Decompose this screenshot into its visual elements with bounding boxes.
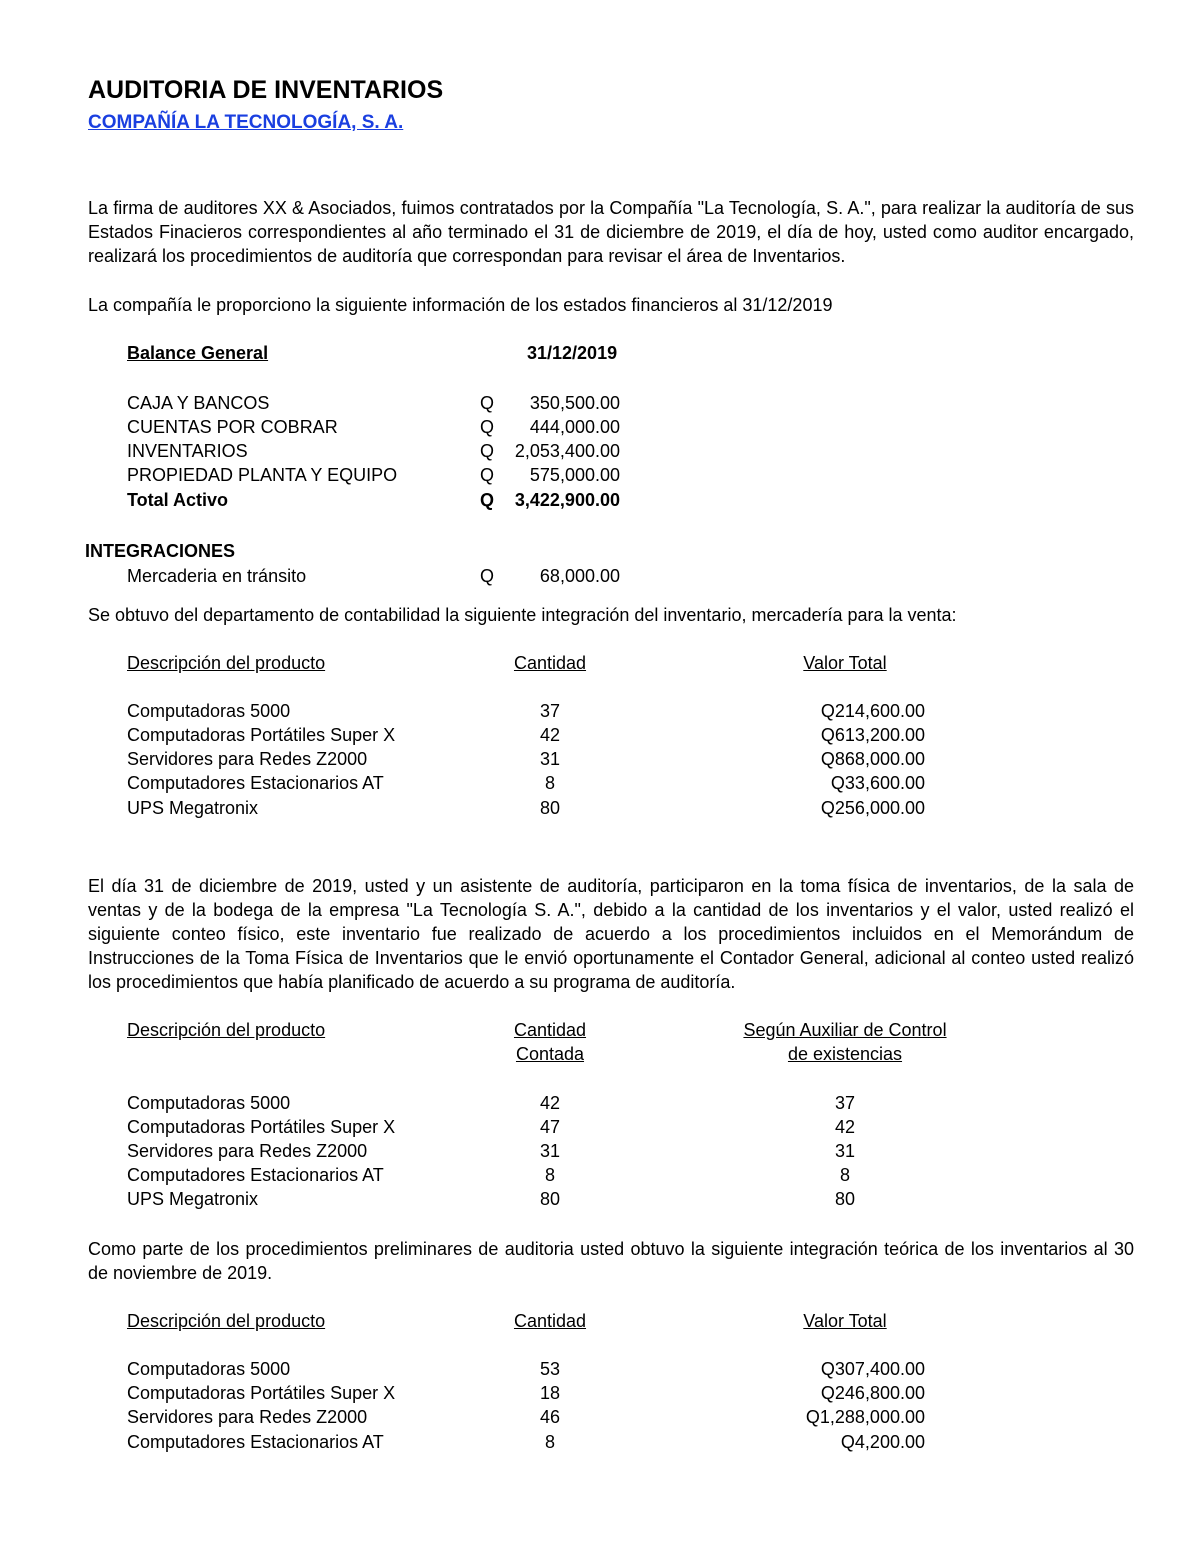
table-cell-description: Servidores para Redes Z2000 <box>127 749 368 769</box>
table-cell-auxiliar: 8 <box>839 1165 850 1185</box>
balance-row-amount: 575,000.00 <box>529 465 620 485</box>
page-title: AUDITORIA DE INVENTARIOS <box>88 76 444 104</box>
table-cell-counted: 31 <box>539 1141 561 1161</box>
table-cell-value: Q256,000.00 <box>820 798 925 818</box>
table-cell-description: Computadoras Portátiles Super X <box>127 1117 396 1137</box>
balance-total-currency: Q <box>480 490 495 510</box>
table-header-description: Descripción del producto <box>127 1311 326 1331</box>
balance-row-label: CAJA Y BANCOS <box>127 393 270 413</box>
balance-row-currency: Q <box>480 417 495 437</box>
table-cell-quantity: 46 <box>539 1407 561 1427</box>
balance-row-currency: Q <box>480 465 495 485</box>
table-cell-quantity: 80 <box>539 798 561 818</box>
table-header-auxiliar-sub: de existencias <box>787 1044 903 1064</box>
balance-row-label: INVENTARIOS <box>127 441 248 461</box>
balance-row-amount: 444,000.00 <box>529 417 620 437</box>
table-header-auxiliar: Según Auxiliar de Control <box>743 1020 947 1040</box>
table-cell-quantity: 18 <box>539 1383 561 1403</box>
table-cell-description: Computadores Estacionarios AT <box>127 1165 384 1185</box>
table-cell-quantity: 37 <box>539 701 561 721</box>
table-cell-counted: 47 <box>539 1117 561 1137</box>
table-cell-value: Q214,600.00 <box>820 701 925 721</box>
table-cell-description: UPS Megatronix <box>127 1189 259 1209</box>
balance-row-currency: Q <box>480 393 495 413</box>
table-cell-description: UPS Megatronix <box>127 798 259 818</box>
table-cell-value: Q4,200.00 <box>840 1432 925 1452</box>
table-cell-value: Q1,288,000.00 <box>805 1407 925 1427</box>
balance-row-amount: 350,500.00 <box>529 393 620 413</box>
table-header-quantity-sub: Contada <box>515 1044 585 1064</box>
table-cell-value: Q868,000.00 <box>820 749 925 769</box>
table-cell-value: Q307,400.00 <box>820 1359 925 1379</box>
table-cell-description: Computadores Estacionarios AT <box>127 773 384 793</box>
table-header-description: Descripción del producto <box>127 653 326 673</box>
table-header-quantity: Cantidad <box>513 1020 587 1040</box>
table-cell-value: Q613,200.00 <box>820 725 925 745</box>
table-header-quantity: Cantidad <box>513 1311 587 1331</box>
table-cell-auxiliar: 31 <box>834 1141 856 1161</box>
table-cell-description: Computadoras Portátiles Super X <box>127 725 396 745</box>
table-cell-quantity: 8 <box>544 1432 555 1452</box>
table-cell-auxiliar: 37 <box>834 1093 856 1113</box>
table-cell-counted: 80 <box>539 1189 561 1209</box>
table-cell-description: Computadoras 5000 <box>127 1093 291 1113</box>
table-cell-value: Q33,600.00 <box>830 773 925 793</box>
table-cell-description: Computadoras 5000 <box>127 701 291 721</box>
table-header-value: Valor Total <box>803 653 887 673</box>
table-cell-counted: 42 <box>539 1093 561 1113</box>
balance-row-label: PROPIEDAD PLANTA Y EQUIPO <box>127 465 398 485</box>
table-cell-description: Computadores Estacionarios AT <box>127 1432 384 1452</box>
company-link[interactable]: COMPAÑÍA LA TECNOLOGÍA, S. A. <box>88 112 404 133</box>
table-header-value: Valor Total <box>803 1311 887 1331</box>
table-cell-auxiliar: 42 <box>834 1117 856 1137</box>
table-cell-quantity: 31 <box>539 749 561 769</box>
section3-intro: Como parte de los procedimientos preliminares de auditoria usted obtuvo la siguiente integración teórica de los inventarios al 30 de noviembre de 2019. <box>88 1239 1134 1283</box>
table-cell-counted: 8 <box>544 1165 555 1185</box>
table-cell-description: Computadoras Portátiles Super X <box>127 1383 396 1403</box>
balance-row-label: CUENTAS POR COBRAR <box>127 417 338 437</box>
table-cell-quantity: 8 <box>544 773 555 793</box>
balance-date: 31/12/2019 <box>527 343 618 363</box>
balance-total-label: Total Activo <box>127 490 229 510</box>
section2-intro: El día 31 de diciembre de 2019, usted y un asistente de auditoría, participaron en la toma física de inventarios, de la sala de ventas y de la bodega de la empresa "La Tecnología S. A.", debido a la cantidad de los inventarios y el valor, usted realizó el siguiente conteo físico, este inventario fue realizado de acuerdo a los procedimientos incluidos en el Memorándum de Instrucciones de la Toma Física de Inventarios que le envió oportunamente el Contador General, adicional al conteo usted realizó los procedimientos que había planificado de acuerdo a su programa de auditoría. <box>88 876 1134 992</box>
info-line: La compañía le proporciono la siguiente información de los estados financieros al 31/12/2019 <box>88 295 833 315</box>
integraciones-amount: 68,000.00 <box>539 566 620 586</box>
table-header-quantity: Cantidad <box>513 653 587 673</box>
integraciones-currency: Q <box>480 566 495 586</box>
table-cell-description: Servidores para Redes Z2000 <box>127 1141 368 1161</box>
table-cell-value: Q246,800.00 <box>820 1383 925 1403</box>
integraciones-header: INTEGRACIONES <box>85 541 236 561</box>
table-header-description: Descripción del producto <box>127 1020 326 1040</box>
table-cell-description: Computadoras 5000 <box>127 1359 291 1379</box>
table-cell-auxiliar: 80 <box>834 1189 856 1209</box>
intro-paragraph: La firma de auditores XX & Asociados, fuimos contratados por la Compañía "La Tecnología, S. A.", para realizar la auditoría de sus Estados Finacieros correspondientes al año terminado el 31 de diciembre de 2019, el día de hoy, usted como auditor encargado, realizará los procedimientos de auditoría que correspondan para revisar el área de Inventarios. <box>88 198 1134 266</box>
balance-row-amount: 2,053,400.00 <box>514 441 620 461</box>
table-cell-description: Servidores para Redes Z2000 <box>127 1407 368 1427</box>
balance-total-amount: 3,422,900.00 <box>514 490 620 510</box>
table-cell-quantity: 42 <box>539 725 561 745</box>
section1-intro: Se obtuvo del departamento de contabilidad la siguiente integración del inventario, mercadería para la venta: <box>88 605 957 625</box>
balance-row-currency: Q <box>480 441 495 461</box>
integraciones-label: Mercaderia en tránsito <box>127 566 307 586</box>
balance-header: Balance General <box>127 343 269 363</box>
table-cell-quantity: 53 <box>539 1359 561 1379</box>
